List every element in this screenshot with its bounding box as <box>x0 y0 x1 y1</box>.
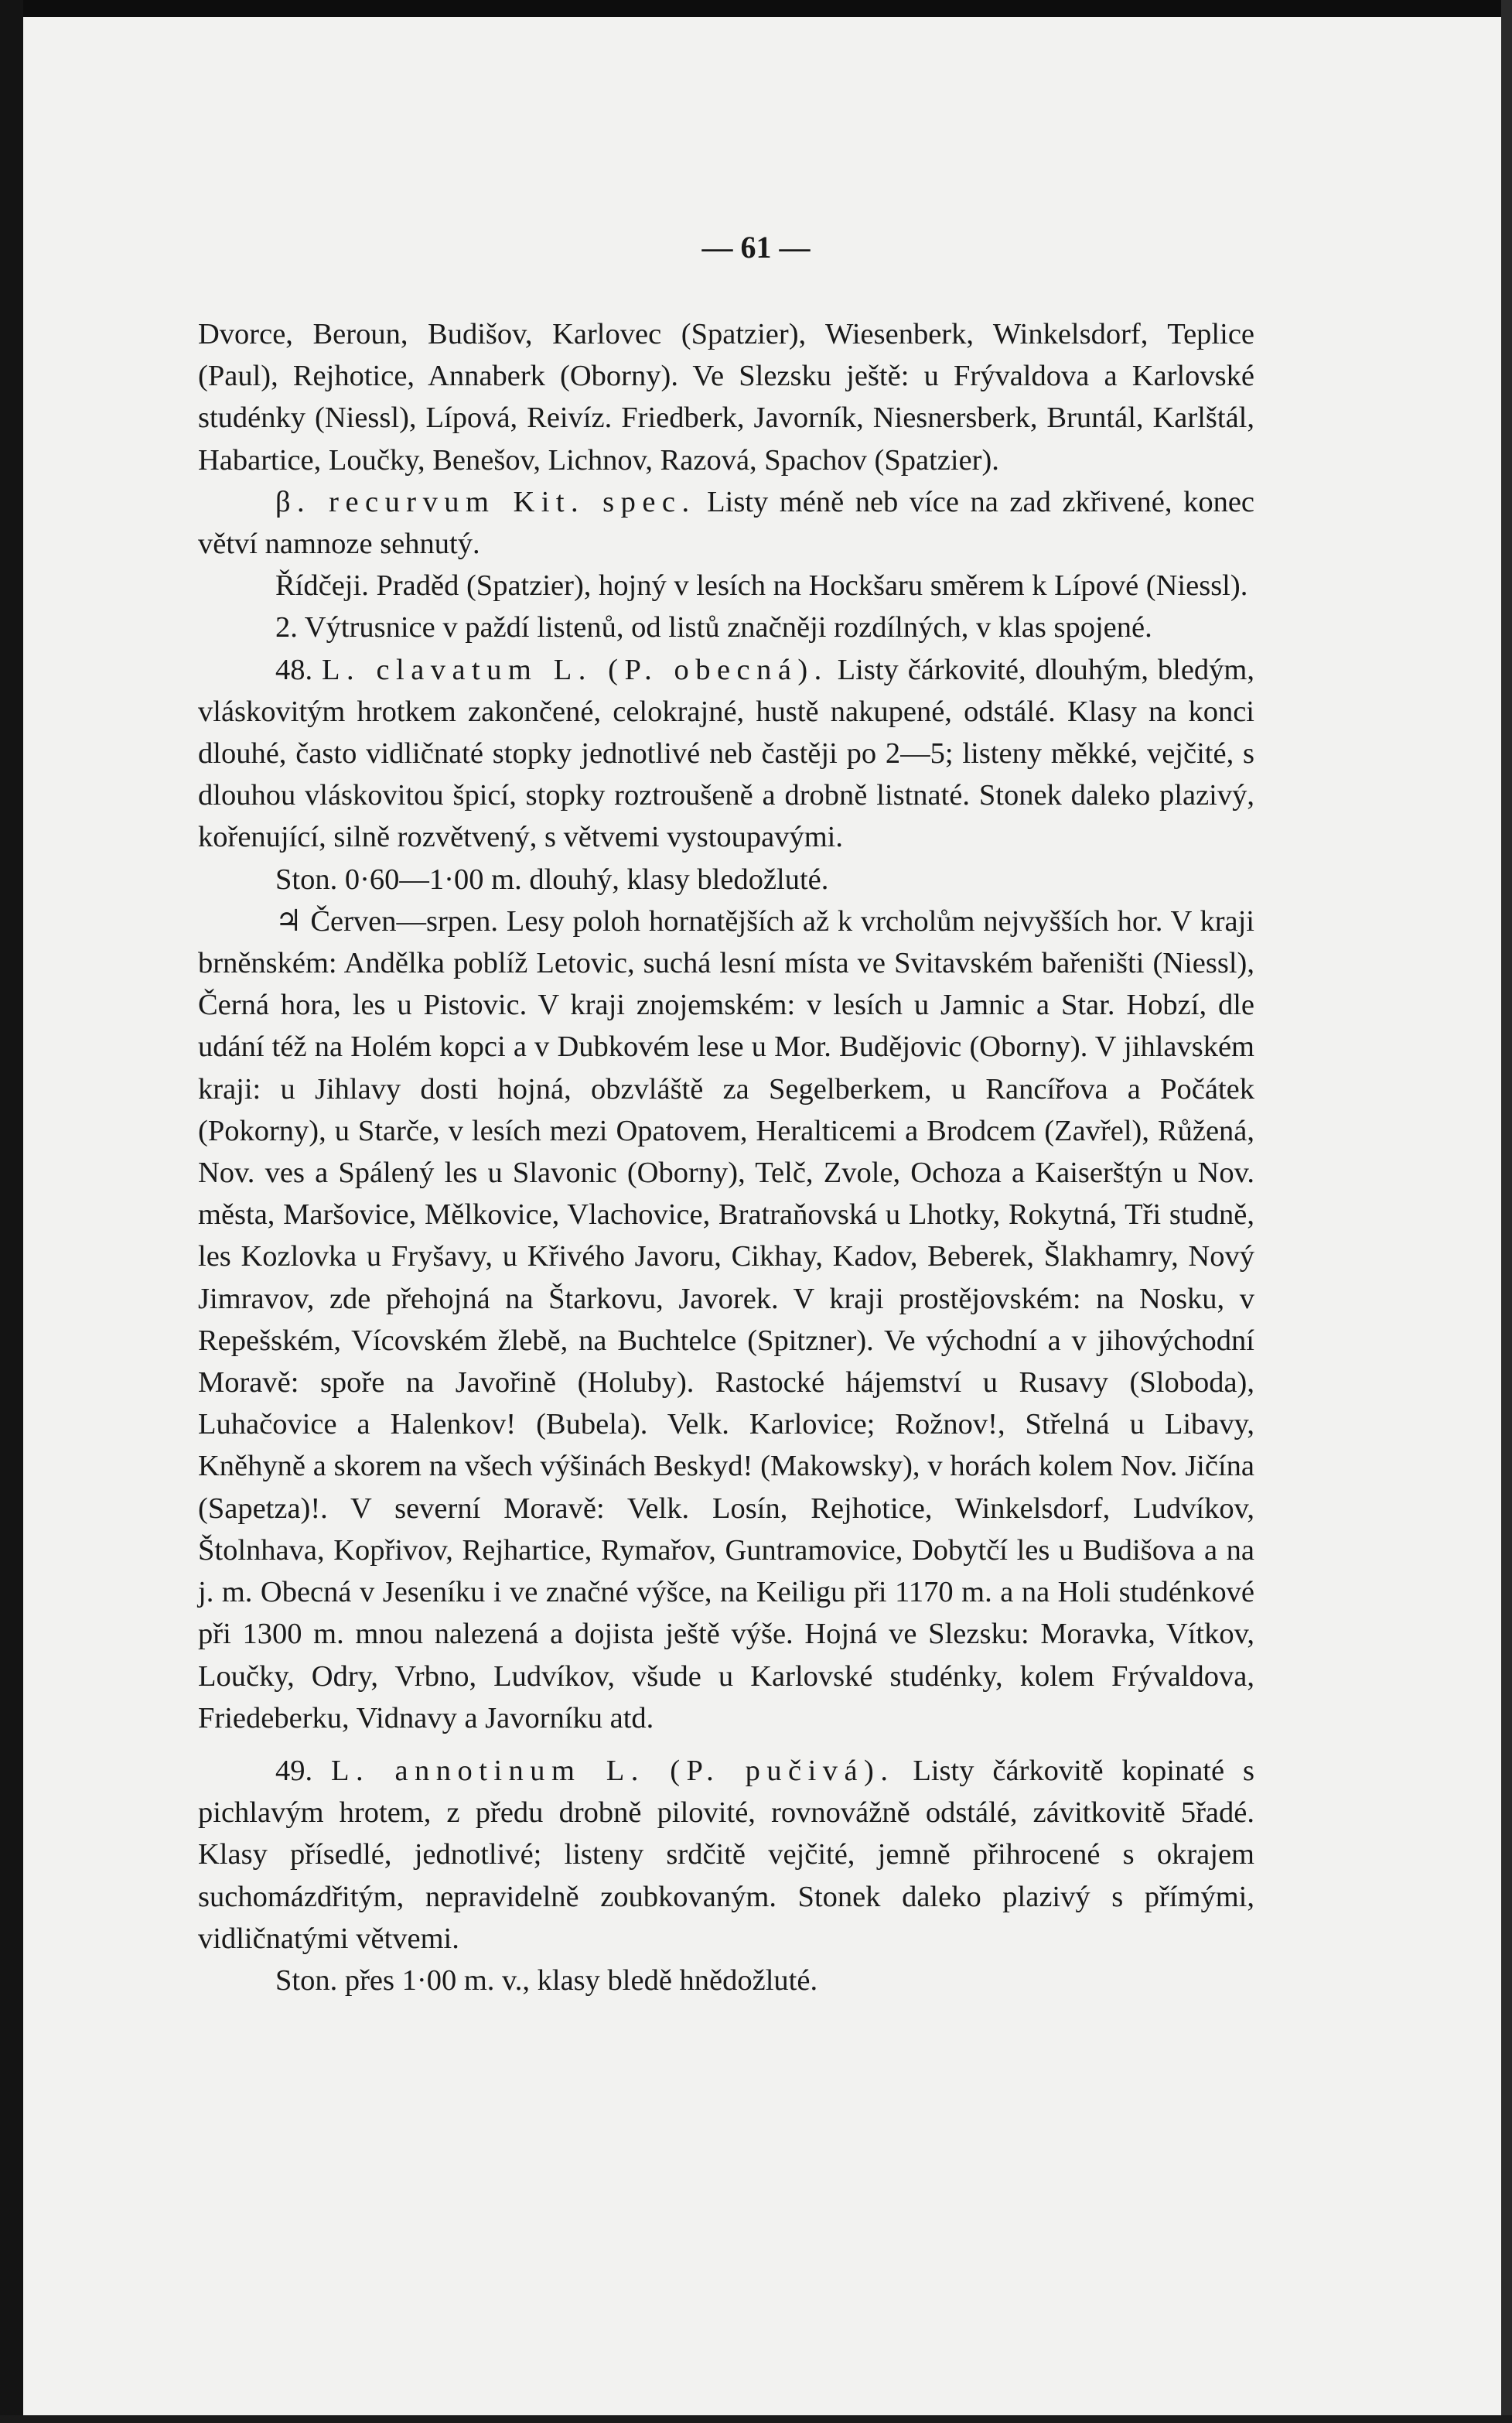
paragraph-species-48 <box>198 649 1254 859</box>
scan-border-bottom <box>0 2415 1512 2423</box>
species-number: 49. <box>275 1754 332 1787</box>
page-body <box>198 313 1254 2001</box>
paragraph-text: Listy čárkovitě kopinaté s pichlavým hrotem, z předu drobně pilovité, rovnovážně odstálé, závitkovitě 5řadé. Klasy přísedlé, jednotlivé; listeny srdčitě vejčité, jemně přihrocené s okrajem suchomázdřitým, nepravidelně zoubkovaným. Stonek daleko plazivý s přímými, vidličnatými větvemi. <box>198 1754 1254 1955</box>
page-number: — 61 — <box>701 230 811 265</box>
scan-border-left <box>0 0 23 2423</box>
paragraph-text: Listy čárkovité, dlouhým, bledým, vláskovitým hrotkem zakončené, celokrajné, hustě nakupené, odstálé. Klasy na konci dlouhé, často vidličnaté stopky jednotlivé neb častěji po 2—5; listeny měkké, vejčité, s dlouhou vláskovitou špicí, stopky roztroušeně a drobně listnaté. Stonek daleko plazivý, kořenující, silně rozvětvený, s větvemi vystoupavými. <box>198 653 1254 854</box>
taxon-name: L. clavatum L. (P. obecná). <box>322 653 828 686</box>
taxon-name: β. recurvum Kit. spec. <box>275 485 696 518</box>
paragraph-text: Listy méně neb více na zad zkřivené, konec větví namnoze sehnutý. <box>198 485 1254 561</box>
scan-border-right <box>1501 0 1512 2423</box>
scan-border-top <box>0 0 1512 17</box>
paragraph-localities-continued: Dvorce, Beroun, Budišov, Karlovec (Spatzier), Wiesenberk, Winkelsdorf, Teplice (Paul), Rejhotice, Annaberk (Oborny). Ve Slezsku ještě: u Frývaldova a Karlovské studénky (Niessl), Lípová, Reivíz. Friedberk, Javorník, Niesnersberk, Bruntál, Karlštál, Habartice, Loučky, Benešov, Lichnov, Razová, Spachov (Spatzier). <box>198 318 1254 477</box>
paragraph-recurvum <box>198 481 1254 565</box>
paragraph-recurvum-localities: Řídčeji. Praděd (Spatzier), hojný v lesích na Hockšaru směrem k Lípové (Niessl). <box>275 569 1248 603</box>
paragraph-stem-size-48: Ston. 0·60—1·00 m. dlouhý, klasy bledožluté. <box>275 863 829 896</box>
paragraph-species-49 <box>198 1750 1254 1960</box>
paragraph-stem-size-49: Ston. přes 1·00 m. v., klasy bledě hnědožluté. <box>275 1963 818 1997</box>
species-number: 48. <box>275 653 323 686</box>
taxon-name: L. annotinum L. (P. pučivá). <box>331 1754 895 1787</box>
paragraph-key-2: 2. Výtrusnice v paždí listenů, od listů značněji rozdílných, v klas spojené. <box>275 611 1152 644</box>
paragraph-distribution-48: ♃ Červen—srpen. Lesy poloh hornatějších až k vrcholům nejvyšších hor. V kraji brněnském: Andělka poblíž Letovic, suchá lesní místa ve Svitavském bařeništi (Niessl), Černá hora, les u Pistovic. V kraji znojemském: v lesích u Jamnic a Star. Hobzí, dle udání též na Holém kopci a v Dubkovém lese u Mor. Budějovic (Oborny). V jihlavském kraji: u Jihlavy dosti hojná, obzvláště za Segelberkem, u Rancířova a Počátek (Pokorny), u Starče, v lesích mezi Opatovem, Heralticemi a Brodcem (Zavřel), Růžená, Nov. ves a Spálený les u Slavonic (Oborny), Telč, Zvole, Ochoza a Kaiserštýn u Nov. města, Maršovice, Mělkovice, Vlachovice, Bratraňovská u Lhotky, Rokytná, Tři studně, les Kozlovka u Fryšavy, u Křivého Javoru, Cikhay, Kadov, Beberek, Šlakhamry, Nový Jimravov, zde přehojná na Štarkovu, Javorek. V kraji prostějovském: na Nosku, v Repešském, Vícovském žlebě, na Buchtelce (Spitzner). Ve východní a v jihovýchodní Moravě: spoře na Javořině (Holuby). Rastocké hájemství u Rusavy (Sloboda), Luhačovice a Halenkov! (Bubela). Velk. Karlovice; Rožnov!, Střelná u Libavy, Kněhyně a skorem na všech výšinách Beskyd! (Makowsky), v horách kolem Nov. Jičína (Sapetza)!. V severní Moravě: Velk. Losín, Rejhotice, Winkelsdorf, Ludvíkov, Štolnhava, Kopřivov, Rejhartice, Rymařov, Guntramovice, Dobytčí les u Budišova a na j. m. Obecná v Jeseníku i ve značné výšce, na Keiligu při 1170 m. a na Holi studénkové při 1300 m. mnou nalezená a dojista ještě výše. Hojná ve Slezsku: Moravka, Vítkov, Loučky, Odry, Vrbno, Ludvíkov, všude u Karlovské studénky, kolem Frývaldova, Friedeberku, Vidnavy a Javorníku atd. <box>198 904 1254 1734</box>
